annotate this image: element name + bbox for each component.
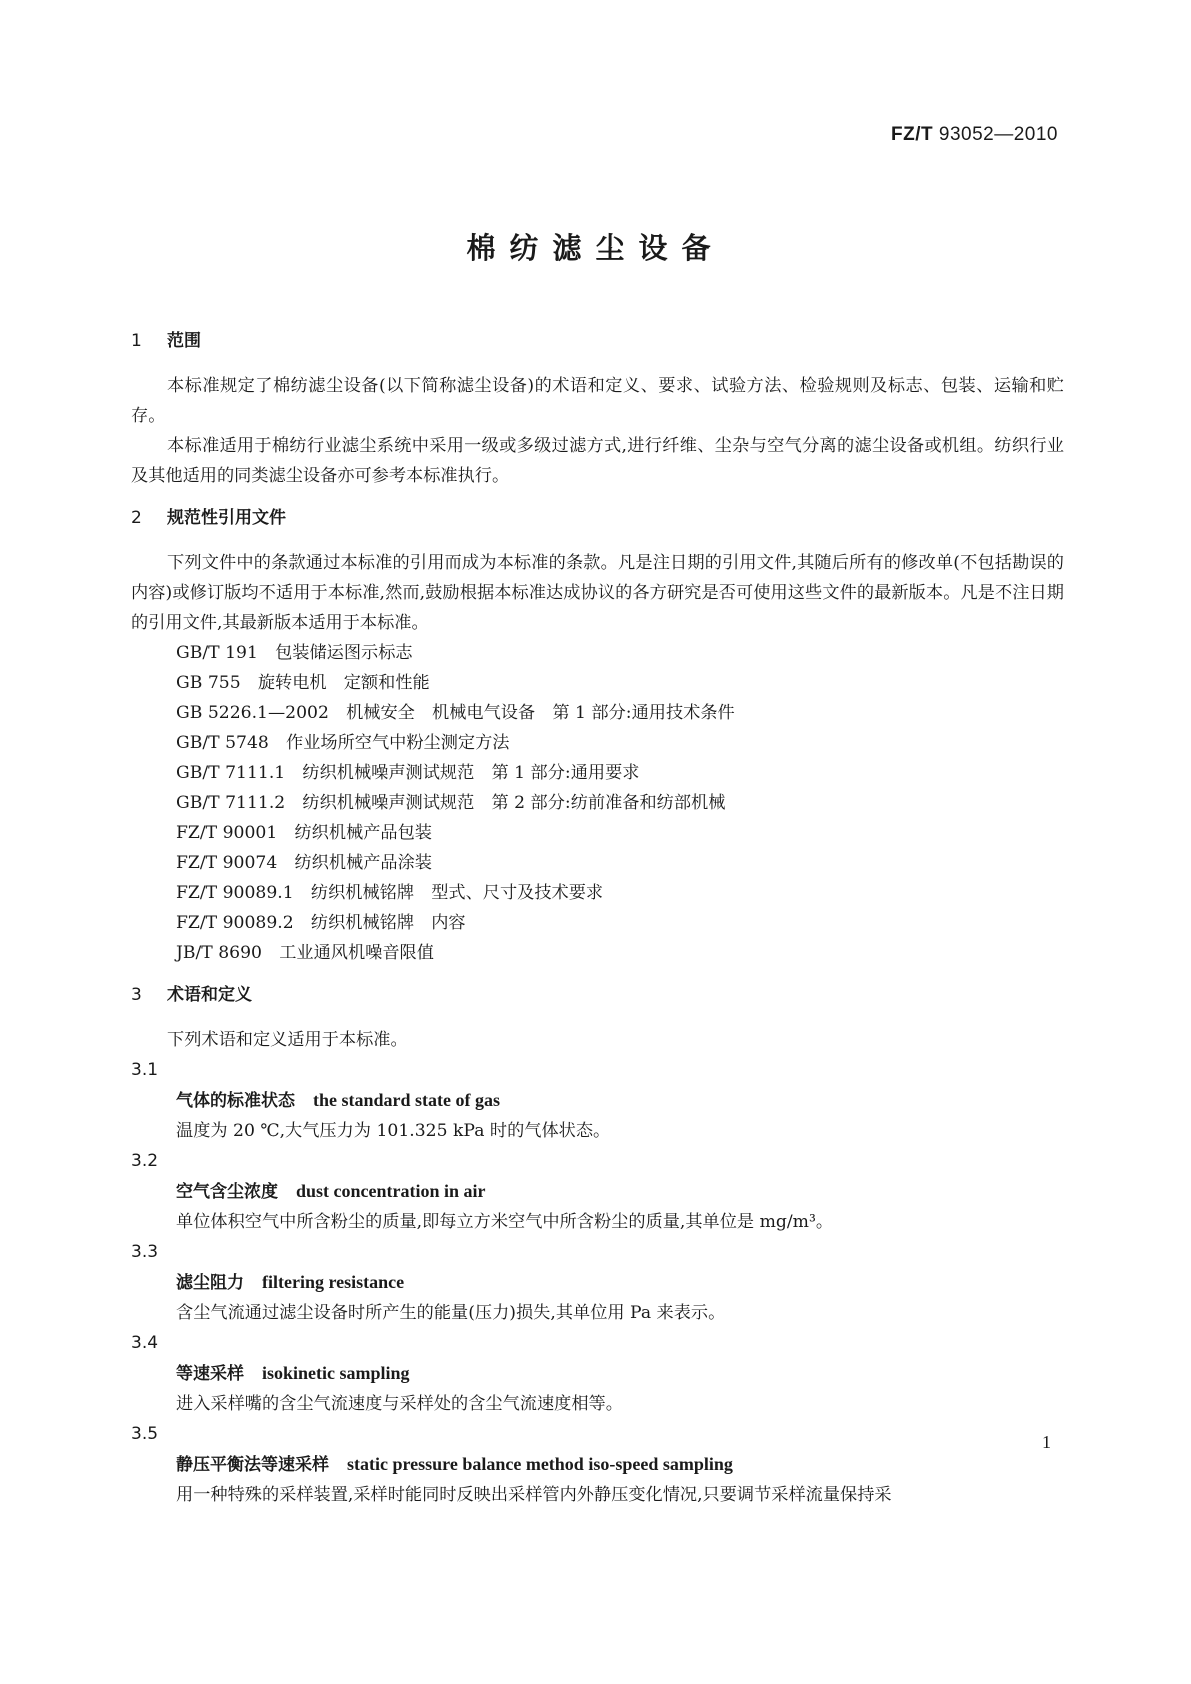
reference-list xyxy=(131,638,1064,968)
term-number: 3.2 xyxy=(131,1151,159,1171)
term-definition: 单位体积空气中所含粉尘的质量,即每立方米空气中所含粉尘的质量,其单位是 mg/m³。 xyxy=(176,1212,834,1232)
reference-item: GB/T 7111.1 纺织机械噪声测试规范 第 1 部分:通用要求 xyxy=(176,763,640,783)
term-heading: 空气含尘浓度 dust concentration in air xyxy=(176,1181,486,1202)
reference-item: FZ/T 90001 纺织机械产品包装 xyxy=(176,823,432,843)
reference-item: JB/T 8690 工业通风机噪音限值 xyxy=(176,943,434,963)
document-body xyxy=(131,326,1064,1510)
term-heading: 气体的标准状态 the standard state of gas xyxy=(176,1090,500,1111)
paragraph: 下列文件中的条款通过本标准的引用而成为本标准的条款。凡是注日期的引用文件,其随后所有的修改单(不包括勘误的内容)或修订版均不适用于本标准,然而,鼓励根据本标准达成协议的各方研究是否可使用这些文件的最新版本。凡是不注日期的引用文件,其最新版本适用于本标准。 xyxy=(131,553,1064,633)
reference-item: FZ/T 90074 纺织机械产品涂装 xyxy=(176,853,432,873)
reference-item: GB 5226.1—2002 机械安全 机械电气设备 第 1 部分:通用技术条件 xyxy=(176,703,735,723)
section-heading-terms-definitions: 3 术语和定义 xyxy=(131,985,252,1005)
term-heading: 等速采样 isokinetic sampling xyxy=(176,1363,410,1384)
term-number: 3.4 xyxy=(131,1333,159,1353)
term-heading: 滤尘阻力 filtering resistance xyxy=(176,1272,405,1293)
term-number: 3.1 xyxy=(131,1060,159,1080)
reference-item: GB/T 5748 作业场所空气中粉尘测定方法 xyxy=(176,733,510,753)
term-heading: 静压平衡法等速采样 static pressure balance method iso-speed sampling xyxy=(176,1454,733,1475)
section-heading-normative-references: 2 规范性引用文件 xyxy=(131,508,286,528)
term-definition: 温度为 20 ℃,大气压力为 101.325 kPa 时的气体状态。 xyxy=(176,1121,611,1141)
section-heading-scope: 1 范围 xyxy=(131,331,201,351)
term-number: 3.5 xyxy=(131,1424,159,1444)
document-title: 棉纺滤尘设备 xyxy=(466,231,725,265)
reference-item: GB/T 191 包装储运图示标志 xyxy=(176,643,413,663)
reference-item: FZ/T 90089.2 纺织机械铭牌 内容 xyxy=(176,913,466,933)
reference-item: FZ/T 90089.1 纺织机械铭牌 型式、尺寸及技术要求 xyxy=(176,883,604,903)
paragraph: 本标准规定了棉纺滤尘设备(以下简称滤尘设备)的术语和定义、要求、试验方法、检验规则及标志、包装、运输和贮存。 xyxy=(131,376,1064,426)
term-number: 3.3 xyxy=(131,1242,159,1262)
term-definition: 进入采样嘴的含尘气流速度与采样处的含尘气流速度相等。 xyxy=(176,1394,623,1414)
page-number: 1 xyxy=(1042,1432,1051,1452)
term-definition: 用一种特殊的采样装置,采样时能同时反映出采样管内外静压变化情况,只要调节采样流量保持采 xyxy=(176,1485,892,1505)
reference-item: GB/T 7111.2 纺织机械噪声测试规范 第 2 部分:纺前准备和纺部机械 xyxy=(176,793,726,813)
paragraph: 本标准适用于棉纺行业滤尘系统中采用一级或多级过滤方式,进行纤维、尘杂与空气分离的滤尘设备或机组。纺织行业及其他适用的同类滤尘设备亦可参考本标准执行。 xyxy=(131,436,1064,486)
paragraph: 下列术语和定义适用于本标准。 xyxy=(167,1030,408,1050)
term-definition: 含尘气流通过滤尘设备时所产生的能量(压力)损失,其单位用 Pa 来表示。 xyxy=(176,1303,726,1323)
reference-item: GB 755 旋转电机 定额和性能 xyxy=(176,673,430,693)
standard-number: FZ/T 93052—2010 xyxy=(891,124,1058,145)
